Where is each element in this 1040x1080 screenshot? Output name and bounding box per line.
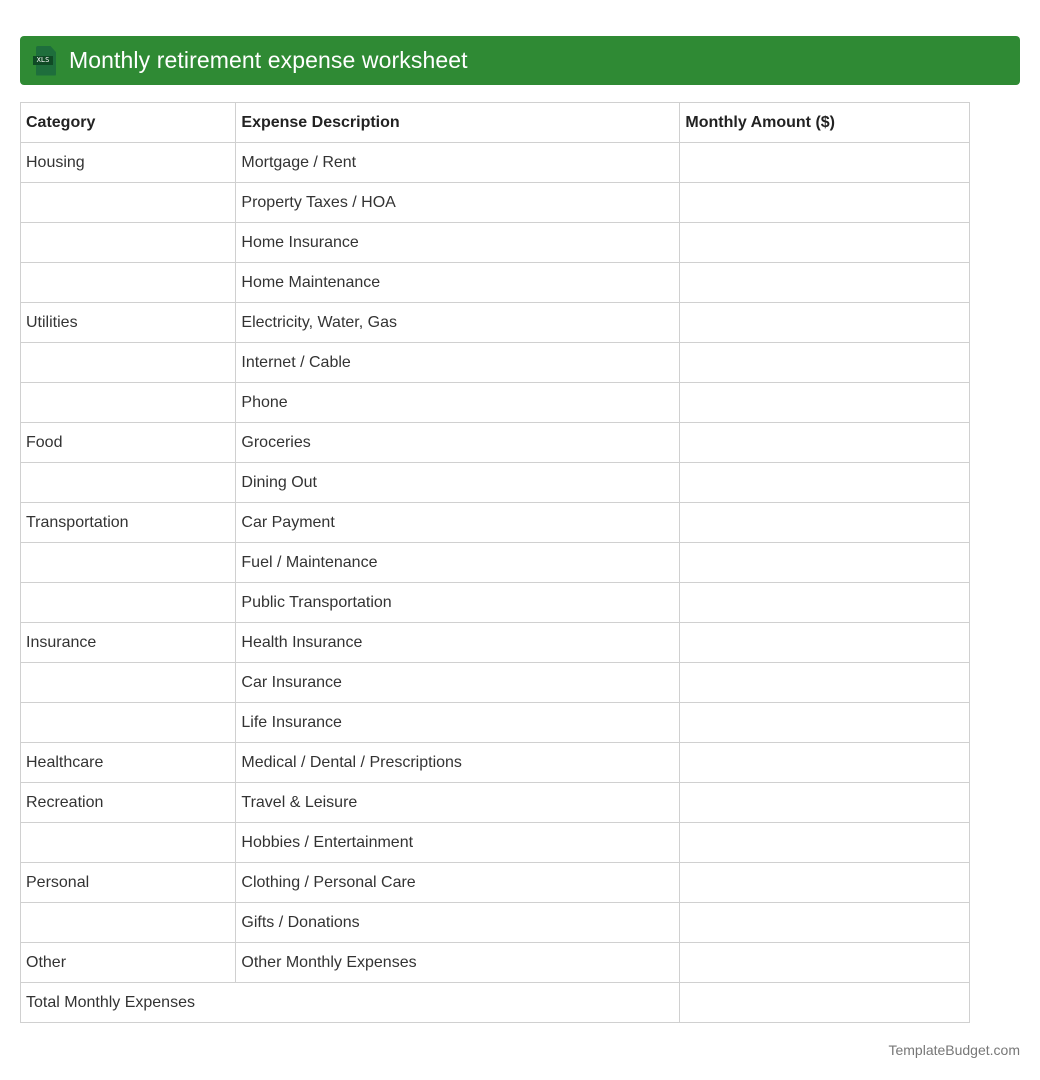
description-cell: Public Transportation: [236, 583, 680, 623]
category-cell: Recreation: [21, 783, 236, 823]
category-cell: [21, 263, 236, 303]
description-cell: Home Maintenance: [236, 263, 680, 303]
table-row: [21, 783, 970, 823]
amount-cell[interactable]: [680, 303, 970, 343]
description-cell: Health Insurance: [236, 623, 680, 663]
amount-cell[interactable]: [680, 783, 970, 823]
amount-cell[interactable]: [680, 463, 970, 503]
category-cell: [21, 183, 236, 223]
table-row: [21, 463, 970, 503]
table-row: [21, 743, 970, 783]
amount-cell[interactable]: [680, 823, 970, 863]
table-row: [21, 223, 970, 263]
total-label: Total Monthly Expenses: [21, 983, 680, 1023]
amount-cell[interactable]: [680, 183, 970, 223]
amount-cell[interactable]: [680, 343, 970, 383]
description-cell: Gifts / Donations: [236, 903, 680, 943]
description-cell: Medical / Dental / Prescriptions: [236, 743, 680, 783]
table-row: [21, 383, 970, 423]
description-cell: Clothing / Personal Care: [236, 863, 680, 903]
description-cell: Life Insurance: [236, 703, 680, 743]
description-cell: Hobbies / Entertainment: [236, 823, 680, 863]
category-cell: Housing: [21, 143, 236, 183]
title-bar: [20, 36, 1020, 85]
total-row: [21, 983, 970, 1023]
category-cell: [21, 383, 236, 423]
category-cell: [21, 543, 236, 583]
table-row: [21, 903, 970, 943]
category-cell: Transportation: [21, 503, 236, 543]
table-row: [21, 343, 970, 383]
xls-file-icon: [33, 46, 57, 76]
table-row: [21, 703, 970, 743]
amount-cell[interactable]: [680, 663, 970, 703]
category-cell: [21, 703, 236, 743]
description-cell: Property Taxes / HOA: [236, 183, 680, 223]
amount-cell[interactable]: [680, 703, 970, 743]
description-cell: Travel & Leisure: [236, 783, 680, 823]
description-cell: Other Monthly Expenses: [236, 943, 680, 983]
category-cell: Healthcare: [21, 743, 236, 783]
category-cell: Food: [21, 423, 236, 463]
category-cell: Other: [21, 943, 236, 983]
table-row: [21, 423, 970, 463]
category-cell: [21, 663, 236, 703]
description-cell: Car Insurance: [236, 663, 680, 703]
table-row: [21, 543, 970, 583]
description-cell: Home Insurance: [236, 223, 680, 263]
description-cell: Internet / Cable: [236, 343, 680, 383]
table-row: [21, 183, 970, 223]
category-cell: Utilities: [21, 303, 236, 343]
table-row: [21, 303, 970, 343]
amount-cell[interactable]: [680, 903, 970, 943]
description-cell: Electricity, Water, Gas: [236, 303, 680, 343]
description-cell: Phone: [236, 383, 680, 423]
category-cell: Insurance: [21, 623, 236, 663]
amount-cell[interactable]: [680, 743, 970, 783]
column-header-amount: Monthly Amount ($): [680, 103, 970, 143]
table-row: [21, 143, 970, 183]
amount-cell[interactable]: [680, 383, 970, 423]
page-title: Monthly retirement expense worksheet: [69, 47, 468, 73]
category-cell: [21, 823, 236, 863]
table-row: [21, 503, 970, 543]
amount-cell[interactable]: [680, 583, 970, 623]
amount-cell[interactable]: [680, 263, 970, 303]
category-cell: [21, 463, 236, 503]
table-row: [21, 663, 970, 703]
category-cell: Personal: [21, 863, 236, 903]
column-header-category: Category: [21, 103, 236, 143]
description-cell: Car Payment: [236, 503, 680, 543]
table-row: [21, 263, 970, 303]
header-row: [21, 103, 970, 143]
table-row: [21, 583, 970, 623]
amount-cell[interactable]: [680, 423, 970, 463]
expense-table: [20, 102, 970, 1023]
description-cell: Mortgage / Rent: [236, 143, 680, 183]
table-row: [21, 623, 970, 663]
footer-brand[interactable]: TemplateBudget.com: [888, 1042, 1020, 1058]
amount-cell[interactable]: [680, 543, 970, 583]
amount-cell[interactable]: [680, 623, 970, 663]
amount-cell[interactable]: [680, 143, 970, 183]
table-row: [21, 943, 970, 983]
amount-cell[interactable]: [680, 223, 970, 263]
category-cell: [21, 903, 236, 943]
category-cell: [21, 583, 236, 623]
description-cell: Fuel / Maintenance: [236, 543, 680, 583]
description-cell: Dining Out: [236, 463, 680, 503]
category-cell: [21, 343, 236, 383]
column-header-description: Expense Description: [236, 103, 680, 143]
amount-cell[interactable]: [680, 863, 970, 903]
file-type-label: XLS: [33, 56, 53, 65]
description-cell: Groceries: [236, 423, 680, 463]
amount-cell[interactable]: [680, 943, 970, 983]
total-amount-cell[interactable]: [680, 983, 970, 1023]
table-row: [21, 863, 970, 903]
amount-cell[interactable]: [680, 503, 970, 543]
table-row: [21, 823, 970, 863]
category-cell: [21, 223, 236, 263]
